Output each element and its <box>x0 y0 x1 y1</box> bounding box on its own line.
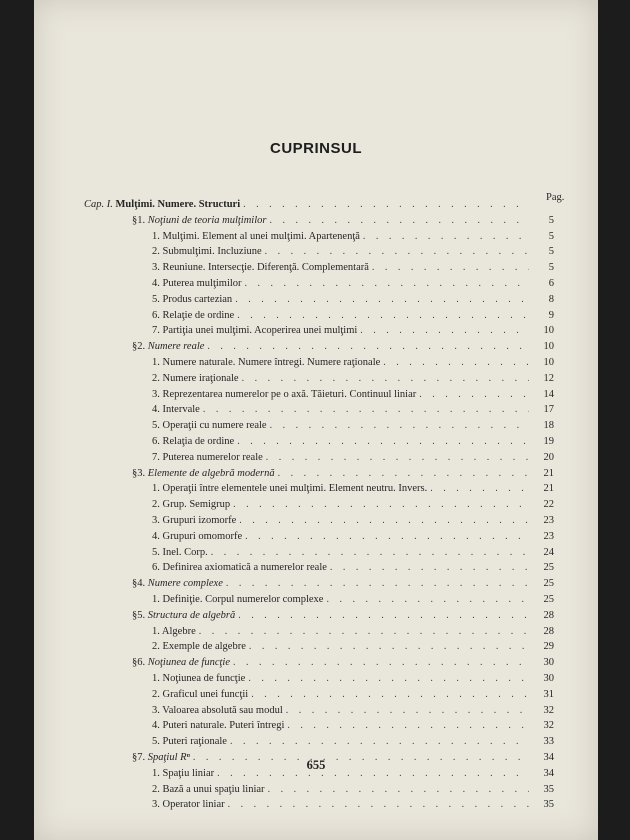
dot-leader <box>430 483 529 494</box>
item-title: 4. Intervale <box>152 404 200 416</box>
toc-item-label <box>152 404 200 415</box>
entry-page-number: 25 <box>543 578 554 590</box>
toc-item <box>152 417 554 431</box>
toc-item <box>152 717 554 731</box>
section-title: Numere complexe <box>147 578 223 590</box>
toc-item-label <box>152 499 230 510</box>
entry-page-number: 10 <box>543 357 554 368</box>
toc-item-label <box>152 310 234 321</box>
entry-page-number: 5 <box>548 246 554 258</box>
entry-page-number: 31 <box>543 688 554 700</box>
item-title: 7. Puterea numerelor reale <box>152 451 263 463</box>
item-title: 3. Operator liniar <box>152 799 225 811</box>
item-title: 3. Reprezentarea numerelor pe o axă. Tăieturi. Continuul liniar <box>152 388 417 400</box>
section-entry-label <box>132 468 275 479</box>
section-entry-label <box>132 610 235 621</box>
section-entry <box>132 338 554 352</box>
toc-item-label <box>152 736 227 747</box>
dot-leader <box>383 357 529 368</box>
dot-leader <box>360 325 529 336</box>
toc-item <box>152 401 554 415</box>
entry-page-number: 12 <box>543 372 554 384</box>
entry-page-number: 35 <box>543 799 554 811</box>
item-title: 5. Puteri raţionale <box>152 736 227 748</box>
toc-item-label <box>152 784 265 795</box>
item-title: 3. Reuniune. Intersecţie. Diferenţă. Complementară <box>152 262 369 274</box>
dot-leader <box>211 547 529 558</box>
chapter-entry-label <box>84 199 240 210</box>
section-entry <box>132 212 554 226</box>
toc-item <box>152 559 554 573</box>
toc-item <box>152 228 554 242</box>
item-title: 6. Relaţie de ordine <box>152 309 235 321</box>
section-title: Noţiuni de teoria mulţimilor <box>147 214 267 226</box>
dot-leader <box>286 705 529 716</box>
dot-leader <box>363 231 529 242</box>
toc-item-label <box>152 531 242 542</box>
section-entry-label <box>132 215 266 226</box>
section-number: §1. <box>132 214 148 226</box>
item-title: 3. Valoarea absolută sau modul <box>152 704 283 716</box>
item-title: 1. Operaţii între elementele unei mulţimi. Element neutru. Invers. <box>152 483 428 495</box>
section-number: §7. <box>132 752 148 763</box>
section-number: §2. <box>132 341 148 353</box>
dot-leader <box>248 673 529 684</box>
section-entry <box>132 465 554 479</box>
entry-page-number: 9 <box>548 309 554 321</box>
toc-item <box>152 433 554 447</box>
toc-item <box>152 449 554 463</box>
toc-item-label <box>152 389 416 400</box>
toc-item-label <box>152 373 239 384</box>
section-entry <box>132 575 554 589</box>
entry-page-number: 23 <box>543 530 554 542</box>
entry-page-number: 10 <box>543 341 554 353</box>
dot-leader <box>203 404 529 415</box>
toc-item-label <box>152 673 245 684</box>
dot-leader <box>238 610 529 621</box>
item-title: 3. Grupuri izomorfe <box>152 515 237 526</box>
entry-page-number: 24 <box>543 546 554 558</box>
toc-item <box>152 496 554 510</box>
item-title: 7. Partiţia unei mulţimi. Acoperirea unei mulţimi <box>152 325 358 337</box>
page-column-header: Pag. <box>546 192 565 203</box>
entry-page-number: 34 <box>543 767 554 779</box>
toc-item <box>152 370 554 384</box>
section-title: Noţiunea de funcţie <box>147 657 230 669</box>
dot-leader <box>265 246 529 257</box>
entry-page-number: 35 <box>543 783 554 795</box>
dot-leader <box>266 452 529 463</box>
entry-page-number: 30 <box>543 657 554 669</box>
section-title: Spaţiul Rⁿ <box>147 752 190 763</box>
item-title: 5. Produs cartezian <box>152 293 233 305</box>
toc-item <box>152 638 554 652</box>
entry-page-number: 8 <box>548 293 554 305</box>
entry-page-number: 5 <box>548 214 554 226</box>
toc-item <box>152 686 554 700</box>
toc-item-label <box>152 262 369 273</box>
entry-page-number: 34 <box>543 752 554 763</box>
toc-item <box>152 781 554 795</box>
entry-page-number: 21 <box>543 467 554 479</box>
toc-item <box>152 243 554 257</box>
toc-item <box>152 623 554 637</box>
entry-page-number: 25 <box>543 594 554 605</box>
section-title: Structura de algebră <box>147 609 236 621</box>
toc-item-label <box>152 420 267 431</box>
toc-item-label <box>152 294 232 305</box>
dot-leader <box>243 199 529 210</box>
entry-page-number: 18 <box>543 420 554 432</box>
toc-item-label <box>152 705 283 716</box>
toc-item-label <box>152 357 380 368</box>
section-entry <box>132 654 554 668</box>
entry-page-number: 33 <box>543 736 554 748</box>
table-of-contents <box>34 0 598 840</box>
toc-item <box>152 733 554 747</box>
dot-leader <box>235 294 529 305</box>
dot-leader <box>330 562 529 573</box>
item-title: 1. Definiţie. Corpul numerelor complexe <box>152 594 324 605</box>
toc-item-label <box>152 626 196 637</box>
entry-page-number: 32 <box>543 720 554 732</box>
dot-leader <box>239 515 529 526</box>
item-title: 2. Numere iraţionale <box>152 372 239 384</box>
entry-page-number: 28 <box>543 625 554 637</box>
dot-leader <box>278 468 529 479</box>
dot-leader <box>207 341 529 352</box>
section-title: Numere reale <box>147 341 205 353</box>
toc-item <box>152 591 554 605</box>
entry-page-number: 28 <box>543 609 554 621</box>
section-number: §6. <box>132 657 148 669</box>
dot-leader <box>372 262 529 273</box>
item-title: 1. Algebre <box>152 625 196 637</box>
dot-leader <box>270 420 529 431</box>
dot-leader <box>230 736 529 747</box>
toc-item-label <box>152 720 284 731</box>
dot-leader <box>226 578 529 589</box>
entry-page-number: 6 <box>548 278 554 289</box>
toc-item-label <box>152 452 263 463</box>
item-title: 1. Numere naturale. Numere întregi. Numere raţionale <box>152 357 381 368</box>
entry-page-number: 19 <box>543 436 554 447</box>
dot-leader <box>268 784 529 795</box>
entry-page-number: 14 <box>543 388 554 400</box>
entry-page-number: 21 <box>543 483 554 495</box>
book-page <box>34 0 598 840</box>
entry-page-number: 32 <box>543 704 554 716</box>
item-title: 6. Definirea axiomatică a numerelor reale <box>152 562 327 574</box>
toc-item-label <box>152 547 208 558</box>
toc-item <box>152 512 554 526</box>
section-number: §5. <box>132 609 148 621</box>
section-entry-label <box>132 578 223 589</box>
item-title: 4. Puteri naturale. Puteri întregi <box>152 720 285 732</box>
toc-item <box>152 670 554 684</box>
toc-item <box>152 528 554 542</box>
section-entry <box>132 607 554 621</box>
toc-item <box>152 275 554 289</box>
toc-item-label <box>152 483 427 494</box>
dot-leader <box>245 278 529 289</box>
toc-item-label <box>152 325 357 336</box>
item-title: 1. Spaţiu liniar <box>152 767 215 779</box>
item-title: 2. Grup. Semigrup <box>152 499 231 511</box>
toc-item <box>152 544 554 558</box>
toc-item-label <box>152 594 323 605</box>
dot-leader <box>199 626 529 637</box>
dot-leader <box>287 720 529 731</box>
item-title: 4. Puterea mulţimilor <box>152 278 242 289</box>
item-title: 1. Mulţimi. Element al unei mulţimi. Apartenenţă <box>152 230 360 242</box>
entry-page-number: 22 <box>543 499 554 511</box>
toc-item-label <box>152 689 248 700</box>
toc-item <box>152 322 554 336</box>
dot-leader <box>251 689 529 700</box>
dot-leader <box>245 531 529 542</box>
entry-page-number: 17 <box>543 404 554 416</box>
toc-item-label <box>152 799 225 810</box>
toc-item-label <box>152 436 234 447</box>
section-number: §3. <box>132 467 148 479</box>
chapter-prefix: Cap. I. <box>84 199 116 210</box>
entry-page-number: 30 <box>543 673 554 684</box>
dot-leader <box>242 373 529 384</box>
dot-leader <box>269 215 529 226</box>
entry-page-number: 29 <box>543 641 554 653</box>
dot-leader <box>237 436 529 447</box>
item-title: 6. Relaţia de ordine <box>152 436 235 447</box>
toc-item-label <box>152 562 327 573</box>
item-title: 1. Noţiunea de funcţie <box>152 673 246 684</box>
dot-leader <box>249 641 529 652</box>
entry-page-number: 10 <box>543 325 554 337</box>
entry-page-number: 25 <box>543 562 554 574</box>
dot-leader <box>233 657 529 668</box>
dot-leader <box>326 594 529 605</box>
entry-page-number: 20 <box>543 451 554 463</box>
dot-leader <box>419 389 529 400</box>
section-entry-label <box>132 341 204 352</box>
page-title: CUPRINSUL <box>269 140 362 157</box>
toc-item <box>152 291 554 305</box>
entry-page-number: 23 <box>543 515 554 526</box>
entry-page-number: 5 <box>548 230 554 242</box>
dot-leader <box>237 310 529 321</box>
section-title: Elemente de algebră modernă <box>147 467 275 479</box>
toc-item <box>152 702 554 716</box>
entry-page-number: 5 <box>548 262 554 274</box>
toc-item <box>152 386 554 400</box>
toc-item-label <box>152 641 246 652</box>
toc-item <box>152 259 554 273</box>
item-title: 5. Inel. Corp. <box>152 546 208 558</box>
chapter-entry <box>84 196 554 210</box>
toc-item-label <box>152 246 262 257</box>
item-title: 2. Exemple de algebre <box>152 641 246 653</box>
item-title: 2. Graficul unei funcţii <box>152 688 249 700</box>
toc-item <box>152 307 554 321</box>
toc-item-label <box>152 278 242 289</box>
toc-item-label <box>152 515 236 526</box>
dot-leader <box>228 799 529 810</box>
toc-item <box>152 796 554 810</box>
item-title: 4. Grupuri omomorfe <box>152 530 243 542</box>
page-number: 655 <box>306 758 326 772</box>
chapter-title: Mulţimi. Numere. Structuri <box>115 199 241 210</box>
item-title: 5. Operaţii cu numere reale <box>152 420 267 432</box>
toc-item-label <box>152 231 360 242</box>
section-entry-label <box>132 657 230 668</box>
item-title: 2. Submulţimi. Incluziune <box>152 246 262 258</box>
toc-item <box>152 354 554 368</box>
dot-leader <box>233 499 529 510</box>
toc-item <box>152 480 554 494</box>
section-number: §4. <box>132 578 148 590</box>
item-title: 2. Bază a unui spaţiu liniar <box>152 783 265 795</box>
